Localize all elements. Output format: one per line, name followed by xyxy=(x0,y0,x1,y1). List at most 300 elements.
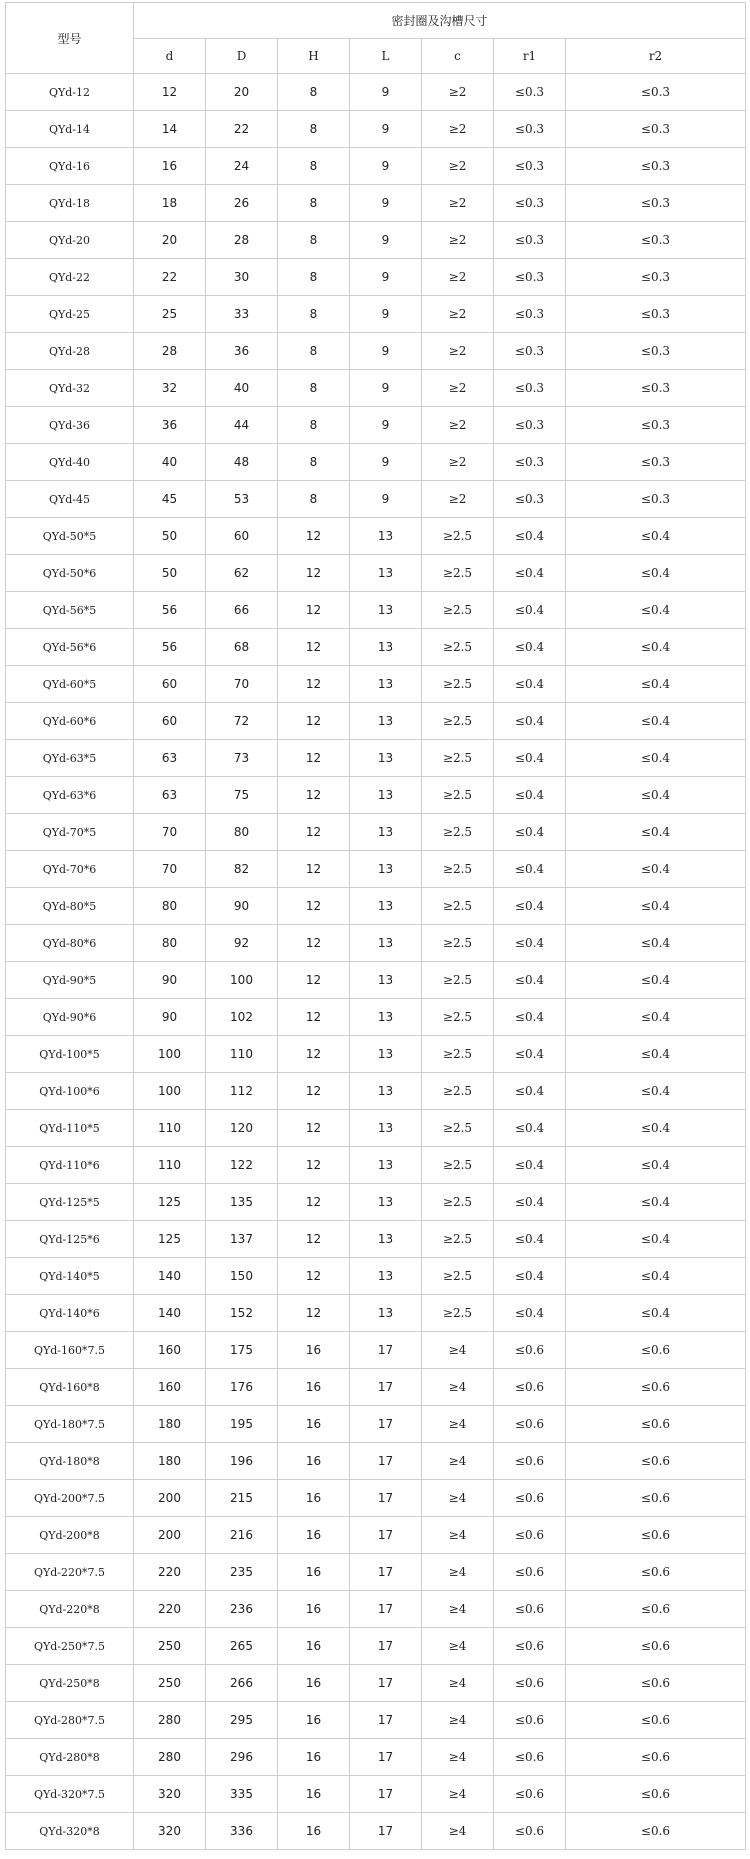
cell-r2: ≤0.3 xyxy=(566,222,746,259)
cell-H: 8 xyxy=(278,148,350,185)
cell-r2: ≤0.6 xyxy=(566,1739,746,1776)
cell-L: 17 xyxy=(350,1332,422,1369)
cell-D: 295 xyxy=(206,1702,278,1739)
cell-D: 40 xyxy=(206,370,278,407)
cell-D: 235 xyxy=(206,1554,278,1591)
cell-H: 16 xyxy=(278,1406,350,1443)
cell-L: 13 xyxy=(350,1073,422,1110)
cell-H: 12 xyxy=(278,1258,350,1295)
cell-d: 200 xyxy=(134,1517,206,1554)
cell-d: 140 xyxy=(134,1295,206,1332)
cell-H: 12 xyxy=(278,962,350,999)
cell-model: QYd-50*6 xyxy=(6,555,134,592)
cell-r2: ≤0.4 xyxy=(566,1295,746,1332)
cell-r1: ≤0.4 xyxy=(494,777,566,814)
cell-H: 8 xyxy=(278,444,350,481)
cell-d: 200 xyxy=(134,1480,206,1517)
cell-model: QYd-70*5 xyxy=(6,814,134,851)
cell-model: QYd-200*7.5 xyxy=(6,1480,134,1517)
cell-H: 8 xyxy=(278,296,350,333)
cell-d: 70 xyxy=(134,814,206,851)
cell-r1: ≤0.4 xyxy=(494,555,566,592)
cell-D: 152 xyxy=(206,1295,278,1332)
cell-D: 175 xyxy=(206,1332,278,1369)
cell-H: 16 xyxy=(278,1480,350,1517)
cell-r1: ≤0.6 xyxy=(494,1554,566,1591)
cell-L: 9 xyxy=(350,407,422,444)
cell-r2: ≤0.6 xyxy=(566,1443,746,1480)
cell-model: QYd-90*5 xyxy=(6,962,134,999)
cell-c: ≥4 xyxy=(422,1665,494,1702)
cell-H: 16 xyxy=(278,1813,350,1850)
table-row xyxy=(6,1258,746,1295)
cell-c: ≥2 xyxy=(422,185,494,222)
table-row xyxy=(6,407,746,444)
cell-r2: ≤0.4 xyxy=(566,999,746,1036)
cell-d: 36 xyxy=(134,407,206,444)
cell-D: 137 xyxy=(206,1221,278,1258)
cell-c: ≥4 xyxy=(422,1628,494,1665)
cell-r2: ≤0.6 xyxy=(566,1332,746,1369)
cell-d: 80 xyxy=(134,888,206,925)
table-row xyxy=(6,185,746,222)
cell-d: 25 xyxy=(134,296,206,333)
cell-D: 60 xyxy=(206,518,278,555)
cell-model: QYd-14 xyxy=(6,111,134,148)
cell-model: QYd-12 xyxy=(6,74,134,111)
cell-H: 8 xyxy=(278,370,350,407)
cell-H: 12 xyxy=(278,1295,350,1332)
cell-H: 12 xyxy=(278,1221,350,1258)
cell-r1: ≤0.3 xyxy=(494,111,566,148)
cell-H: 12 xyxy=(278,925,350,962)
cell-r1: ≤0.3 xyxy=(494,370,566,407)
cell-r1: ≤0.3 xyxy=(494,407,566,444)
cell-d: 110 xyxy=(134,1110,206,1147)
cell-d: 320 xyxy=(134,1776,206,1813)
cell-r2: ≤0.6 xyxy=(566,1776,746,1813)
cell-c: ≥2.5 xyxy=(422,814,494,851)
cell-c: ≥2 xyxy=(422,333,494,370)
cell-H: 12 xyxy=(278,814,350,851)
cell-c: ≥2 xyxy=(422,370,494,407)
column-header-r2: r2 xyxy=(566,39,746,74)
cell-H: 12 xyxy=(278,888,350,925)
cell-L: 13 xyxy=(350,1258,422,1295)
cell-D: 90 xyxy=(206,888,278,925)
cell-r1: ≤0.6 xyxy=(494,1443,566,1480)
cell-L: 13 xyxy=(350,1221,422,1258)
cell-L: 17 xyxy=(350,1591,422,1628)
table-row xyxy=(6,1813,746,1850)
cell-d: 63 xyxy=(134,777,206,814)
cell-r2: ≤0.3 xyxy=(566,259,746,296)
cell-c: ≥4 xyxy=(422,1406,494,1443)
cell-D: 22 xyxy=(206,111,278,148)
cell-L: 17 xyxy=(350,1480,422,1517)
cell-L: 17 xyxy=(350,1813,422,1850)
cell-c: ≥2.5 xyxy=(422,1110,494,1147)
cell-r2: ≤0.3 xyxy=(566,296,746,333)
cell-r2: ≤0.6 xyxy=(566,1480,746,1517)
cell-L: 17 xyxy=(350,1369,422,1406)
cell-model: QYd-160*7.5 xyxy=(6,1332,134,1369)
cell-model: QYd-110*6 xyxy=(6,1147,134,1184)
cell-d: 220 xyxy=(134,1591,206,1628)
cell-H: 16 xyxy=(278,1332,350,1369)
cell-H: 12 xyxy=(278,740,350,777)
cell-d: 56 xyxy=(134,592,206,629)
cell-L: 13 xyxy=(350,962,422,999)
table-row xyxy=(6,1591,746,1628)
table-row xyxy=(6,1036,746,1073)
cell-H: 16 xyxy=(278,1517,350,1554)
cell-r1: ≤0.3 xyxy=(494,296,566,333)
cell-r2: ≤0.3 xyxy=(566,148,746,185)
table-row xyxy=(6,222,746,259)
cell-D: 176 xyxy=(206,1369,278,1406)
cell-c: ≥2.5 xyxy=(422,1221,494,1258)
cell-d: 320 xyxy=(134,1813,206,1850)
dimension-table xyxy=(5,2,746,1850)
cell-model: QYd-140*6 xyxy=(6,1295,134,1332)
cell-L: 13 xyxy=(350,740,422,777)
cell-D: 80 xyxy=(206,814,278,851)
cell-r1: ≤0.4 xyxy=(494,888,566,925)
cell-r1: ≤0.3 xyxy=(494,74,566,111)
cell-L: 17 xyxy=(350,1554,422,1591)
cell-D: 30 xyxy=(206,259,278,296)
cell-L: 9 xyxy=(350,370,422,407)
cell-r1: ≤0.6 xyxy=(494,1628,566,1665)
cell-c: ≥2 xyxy=(422,481,494,518)
table-row xyxy=(6,1406,746,1443)
cell-D: 135 xyxy=(206,1184,278,1221)
table-row xyxy=(6,1110,746,1147)
cell-D: 150 xyxy=(206,1258,278,1295)
cell-r2: ≤0.6 xyxy=(566,1628,746,1665)
cell-D: 216 xyxy=(206,1517,278,1554)
cell-model: QYd-320*7.5 xyxy=(6,1776,134,1813)
cell-model: QYd-280*7.5 xyxy=(6,1702,134,1739)
cell-d: 90 xyxy=(134,999,206,1036)
cell-r2: ≤0.6 xyxy=(566,1591,746,1628)
cell-c: ≥2.5 xyxy=(422,1073,494,1110)
cell-D: 75 xyxy=(206,777,278,814)
cell-model: QYd-50*5 xyxy=(6,518,134,555)
cell-d: 20 xyxy=(134,222,206,259)
cell-c: ≥4 xyxy=(422,1739,494,1776)
cell-H: 12 xyxy=(278,1147,350,1184)
table-row xyxy=(6,851,746,888)
cell-r2: ≤0.3 xyxy=(566,74,746,111)
cell-r1: ≤0.4 xyxy=(494,1036,566,1073)
cell-d: 160 xyxy=(134,1332,206,1369)
cell-L: 13 xyxy=(350,851,422,888)
cell-c: ≥2 xyxy=(422,148,494,185)
cell-D: 102 xyxy=(206,999,278,1036)
cell-r2: ≤0.6 xyxy=(566,1406,746,1443)
cell-r1: ≤0.4 xyxy=(494,1221,566,1258)
table-row xyxy=(6,1147,746,1184)
cell-model: QYd-40 xyxy=(6,444,134,481)
cell-H: 16 xyxy=(278,1739,350,1776)
cell-d: 32 xyxy=(134,370,206,407)
cell-c: ≥4 xyxy=(422,1443,494,1480)
table-row xyxy=(6,1776,746,1813)
table-row xyxy=(6,1628,746,1665)
cell-L: 13 xyxy=(350,592,422,629)
cell-r2: ≤0.4 xyxy=(566,1073,746,1110)
cell-H: 12 xyxy=(278,555,350,592)
cell-L: 9 xyxy=(350,74,422,111)
cell-c: ≥2.5 xyxy=(422,1258,494,1295)
cell-D: 215 xyxy=(206,1480,278,1517)
cell-c: ≥2 xyxy=(422,407,494,444)
cell-H: 16 xyxy=(278,1554,350,1591)
cell-c: ≥4 xyxy=(422,1369,494,1406)
table-row xyxy=(6,1443,746,1480)
model-header: 型号 xyxy=(6,3,134,74)
cell-L: 17 xyxy=(350,1443,422,1480)
cell-r2: ≤0.4 xyxy=(566,888,746,925)
cell-r1: ≤0.3 xyxy=(494,444,566,481)
cell-c: ≥4 xyxy=(422,1776,494,1813)
cell-c: ≥2.5 xyxy=(422,962,494,999)
cell-r2: ≤0.3 xyxy=(566,370,746,407)
cell-r2: ≤0.6 xyxy=(566,1517,746,1554)
cell-L: 9 xyxy=(350,185,422,222)
cell-d: 40 xyxy=(134,444,206,481)
table-row xyxy=(6,1480,746,1517)
cell-model: QYd-140*5 xyxy=(6,1258,134,1295)
cell-r2: ≤0.3 xyxy=(566,111,746,148)
cell-r2: ≤0.4 xyxy=(566,814,746,851)
table-row xyxy=(6,740,746,777)
cell-model: QYd-110*5 xyxy=(6,1110,134,1147)
cell-d: 220 xyxy=(134,1554,206,1591)
cell-r2: ≤0.3 xyxy=(566,407,746,444)
cell-H: 12 xyxy=(278,777,350,814)
cell-model: QYd-45 xyxy=(6,481,134,518)
table-row xyxy=(6,1517,746,1554)
cell-D: 195 xyxy=(206,1406,278,1443)
cell-c: ≥2.5 xyxy=(422,777,494,814)
cell-model: QYd-250*7.5 xyxy=(6,1628,134,1665)
cell-L: 9 xyxy=(350,333,422,370)
cell-D: 122 xyxy=(206,1147,278,1184)
cell-D: 20 xyxy=(206,74,278,111)
cell-r1: ≤0.4 xyxy=(494,518,566,555)
cell-c: ≥2 xyxy=(422,444,494,481)
cell-H: 12 xyxy=(278,999,350,1036)
cell-r2: ≤0.4 xyxy=(566,1110,746,1147)
table-row xyxy=(6,777,746,814)
cell-c: ≥2.5 xyxy=(422,629,494,666)
cell-d: 16 xyxy=(134,148,206,185)
cell-r2: ≤0.4 xyxy=(566,518,746,555)
cell-c: ≥2.5 xyxy=(422,518,494,555)
cell-c: ≥2.5 xyxy=(422,666,494,703)
cell-r1: ≤0.6 xyxy=(494,1332,566,1369)
cell-r2: ≤0.6 xyxy=(566,1813,746,1850)
cell-r2: ≤0.6 xyxy=(566,1554,746,1591)
cell-D: 68 xyxy=(206,629,278,666)
cell-model: QYd-160*8 xyxy=(6,1369,134,1406)
cell-model: QYd-20 xyxy=(6,222,134,259)
cell-H: 8 xyxy=(278,185,350,222)
column-header-c: c xyxy=(422,39,494,74)
table-row xyxy=(6,74,746,111)
cell-model: QYd-320*8 xyxy=(6,1813,134,1850)
cell-r2: ≤0.4 xyxy=(566,777,746,814)
cell-H: 12 xyxy=(278,1110,350,1147)
cell-d: 80 xyxy=(134,925,206,962)
cell-c: ≥4 xyxy=(422,1813,494,1850)
cell-r1: ≤0.4 xyxy=(494,1073,566,1110)
cell-D: 110 xyxy=(206,1036,278,1073)
cell-H: 12 xyxy=(278,1036,350,1073)
cell-model: QYd-70*6 xyxy=(6,851,134,888)
table-row xyxy=(6,629,746,666)
cell-r1: ≤0.3 xyxy=(494,333,566,370)
cell-model: QYd-100*6 xyxy=(6,1073,134,1110)
cell-c: ≥2.5 xyxy=(422,703,494,740)
cell-r1: ≤0.6 xyxy=(494,1739,566,1776)
cell-model: QYd-60*6 xyxy=(6,703,134,740)
cell-r1: ≤0.4 xyxy=(494,666,566,703)
cell-H: 8 xyxy=(278,259,350,296)
cell-r1: ≤0.6 xyxy=(494,1665,566,1702)
cell-D: 33 xyxy=(206,296,278,333)
cell-r1: ≤0.4 xyxy=(494,925,566,962)
cell-model: QYd-250*8 xyxy=(6,1665,134,1702)
table-row xyxy=(6,259,746,296)
cell-d: 250 xyxy=(134,1628,206,1665)
cell-c: ≥2 xyxy=(422,222,494,259)
cell-L: 17 xyxy=(350,1776,422,1813)
table-row xyxy=(6,1184,746,1221)
cell-r1: ≤0.4 xyxy=(494,962,566,999)
cell-L: 9 xyxy=(350,444,422,481)
table-row xyxy=(6,814,746,851)
column-header-L: L xyxy=(350,39,422,74)
cell-L: 9 xyxy=(350,111,422,148)
table-row xyxy=(6,888,746,925)
cell-model: QYd-180*7.5 xyxy=(6,1406,134,1443)
cell-H: 8 xyxy=(278,74,350,111)
table-row xyxy=(6,1221,746,1258)
cell-model: QYd-22 xyxy=(6,259,134,296)
cell-c: ≥2.5 xyxy=(422,999,494,1036)
cell-model: QYd-100*5 xyxy=(6,1036,134,1073)
cell-r1: ≤0.3 xyxy=(494,148,566,185)
cell-r2: ≤0.3 xyxy=(566,333,746,370)
cell-L: 13 xyxy=(350,814,422,851)
cell-D: 66 xyxy=(206,592,278,629)
cell-d: 280 xyxy=(134,1739,206,1776)
cell-d: 56 xyxy=(134,629,206,666)
cell-r2: ≤0.4 xyxy=(566,962,746,999)
cell-c: ≥4 xyxy=(422,1591,494,1628)
table-row xyxy=(6,444,746,481)
cell-L: 13 xyxy=(350,629,422,666)
cell-d: 125 xyxy=(134,1221,206,1258)
cell-r1: ≤0.3 xyxy=(494,259,566,296)
cell-r1: ≤0.4 xyxy=(494,999,566,1036)
cell-r2: ≤0.4 xyxy=(566,1147,746,1184)
cell-L: 17 xyxy=(350,1702,422,1739)
cell-model: QYd-25 xyxy=(6,296,134,333)
cell-c: ≥2.5 xyxy=(422,1036,494,1073)
cell-D: 36 xyxy=(206,333,278,370)
cell-r1: ≤0.4 xyxy=(494,1184,566,1221)
cell-r2: ≤0.6 xyxy=(566,1369,746,1406)
cell-c: ≥4 xyxy=(422,1332,494,1369)
cell-D: 44 xyxy=(206,407,278,444)
cell-model: QYd-90*6 xyxy=(6,999,134,1036)
cell-r2: ≤0.3 xyxy=(566,185,746,222)
table-body xyxy=(6,74,746,1850)
cell-L: 9 xyxy=(350,296,422,333)
cell-c: ≥2.5 xyxy=(422,888,494,925)
cell-L: 17 xyxy=(350,1517,422,1554)
cell-c: ≥2.5 xyxy=(422,555,494,592)
cell-c: ≥2.5 xyxy=(422,851,494,888)
cell-r2: ≤0.4 xyxy=(566,666,746,703)
cell-model: QYd-16 xyxy=(6,148,134,185)
cell-L: 13 xyxy=(350,703,422,740)
cell-c: ≥2.5 xyxy=(422,1295,494,1332)
cell-r1: ≤0.6 xyxy=(494,1517,566,1554)
cell-model: QYd-220*8 xyxy=(6,1591,134,1628)
cell-L: 17 xyxy=(350,1665,422,1702)
cell-r2: ≤0.6 xyxy=(566,1702,746,1739)
cell-c: ≥2 xyxy=(422,296,494,333)
cell-r1: ≤0.4 xyxy=(494,851,566,888)
cell-r2: ≤0.4 xyxy=(566,703,746,740)
cell-d: 22 xyxy=(134,259,206,296)
cell-r1: ≤0.4 xyxy=(494,1258,566,1295)
cell-model: QYd-200*8 xyxy=(6,1517,134,1554)
cell-L: 13 xyxy=(350,888,422,925)
cell-D: 24 xyxy=(206,148,278,185)
table-row xyxy=(6,333,746,370)
cell-D: 53 xyxy=(206,481,278,518)
cell-r2: ≤0.4 xyxy=(566,740,746,777)
cell-r1: ≤0.6 xyxy=(494,1813,566,1850)
cell-L: 9 xyxy=(350,222,422,259)
cell-c: ≥2.5 xyxy=(422,740,494,777)
cell-c: ≥4 xyxy=(422,1554,494,1591)
cell-model: QYd-63*5 xyxy=(6,740,134,777)
cell-r2: ≤0.4 xyxy=(566,629,746,666)
cell-D: 28 xyxy=(206,222,278,259)
table-row xyxy=(6,1073,746,1110)
cell-d: 60 xyxy=(134,703,206,740)
cell-H: 16 xyxy=(278,1702,350,1739)
cell-L: 13 xyxy=(350,1110,422,1147)
cell-model: QYd-32 xyxy=(6,370,134,407)
cell-d: 50 xyxy=(134,518,206,555)
cell-r2: ≤0.3 xyxy=(566,444,746,481)
cell-D: 26 xyxy=(206,185,278,222)
cell-c: ≥2 xyxy=(422,259,494,296)
cell-d: 28 xyxy=(134,333,206,370)
cell-model: QYd-280*8 xyxy=(6,1739,134,1776)
cell-c: ≥4 xyxy=(422,1480,494,1517)
cell-D: 236 xyxy=(206,1591,278,1628)
